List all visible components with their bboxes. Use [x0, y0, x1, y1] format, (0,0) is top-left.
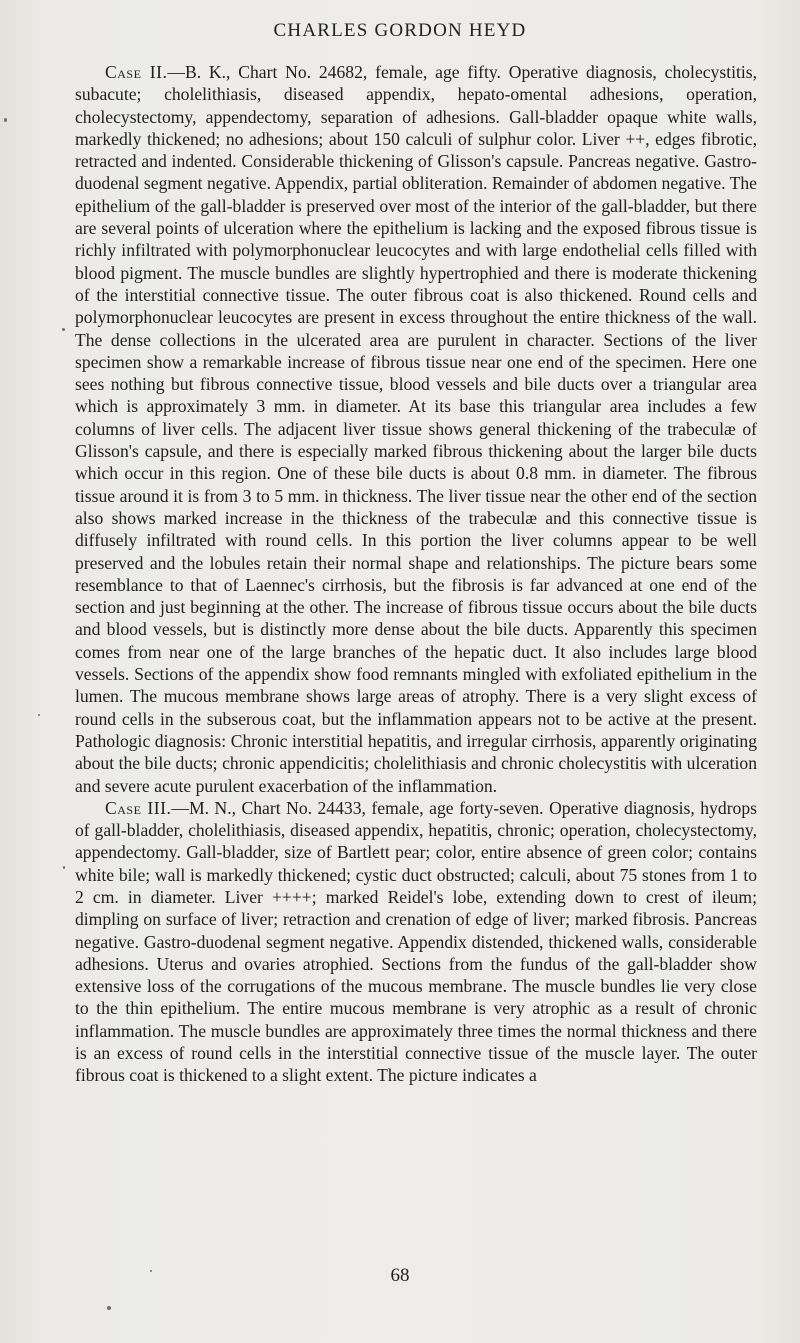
case-three-text: —M. N., Chart No. 24433, female, age forty-seven. Operative diagnosis, hydrops of gall-bladder, cholelithiasis, diseased appendix, hepatitis, chronic; operation, cholecystectomy, appendectomy. Gall-bladder, size of Bartlett pear; color, entire absence of green color; contains white bile; wall is markedly thickened; cystic duct obstructed; calculi, about 75 stones from 1 to 2 cm. in diameter. Liver ++++; marked Reidel's lobe, extending down to crest of ileum; dimpling on surface of liver; retraction and crenation of edge of liver; marked fibrosis. Pancreas negative. Gastro-duodenal segment negative. Appendix distended, thickened walls, considerable adhesions. Uterus and ovaries atrophied. Sections from the fundus of the gall-bladder show extensive loss of the corrugations of the mucous membrane. The muscle bundles lie very close to the thin epithelium. The entire mucous membrane is very atrophic as a result of chronic inflammation. The muscle bundles are approximately three times the normal thickness and there is an excess of round cells in the interstitial connective tissue of the muscle layer. The outer fibrous coat is thickened to a slight extent. The picture indicates a	[75, 797, 757, 1086]
running-head-title: CHARLES GORDON HEYD	[273, 20, 527, 41]
scan-speck	[150, 1270, 152, 1272]
case-three-heading: Case III.	[105, 797, 172, 818]
case-two-text: —B. K., Chart No. 24682, female, age fifty. Operative diagnosis, cholecystitis, subacute; cholelithiasis, diseased appendix, hepato-omental adhesions, operation, cholecystectomy, appendectomy, separation of adhesions. Gall-bladder opaque white walls, markedly thickened; no adhesions; about 150 calculi of sulphur color. Liver ++, edges fibrotic, retracted and indented. Considerable thickening of Glisson's capsule. Pancreas negative. Gastro-duodenal segment negative. Appendix, partial obliteration. Remainder of abdomen negative. The epithelium of the gall-bladder is preserved over most of the interior of the gall-bladder, but there are several points of ulceration where the epithelium is lacking and the exposed fibrous tissue is richly infiltrated with polymorphonuclear leucocytes and with large endothelial cells filled with blood pigment. The muscle bundles are slightly hypertrophied and there is moderate thickening of the interstitial connective tissue. The outer fibrous coat is also thickened. Round cells and polymorphonuclear leucocytes are present in excess throughout the entire thickness of the wall. The dense collections in the ulcerated area are purulent in character. Sections of the liver specimen show a remarkable increase of fibrous tissue near one end of the specimen. Here one sees nothing but fibrous connective tissue, blood vessels and bile ducts over a triangular area which is approximately 3 mm. in diameter. At its base this triangular area includes a few columns of liver cells. The adjacent liver tissue shows general thickening of the trabeculæ of Glisson's capsule, and there is especially marked fibrous thickening about the larger bile ducts which occur in this region. One of these bile ducts is about 0.8 mm. in diameter. The fibrous tissue around it is from 3 to 5 mm. in thickness. The liver tissue near the other end of the section also shows marked increase in the thickness of the trabeculæ and this connective tissue is diffusely infiltrated with round cells. In this portion the liver columns appear to be well preserved and the lobules retain their normal shape and relationships. The picture bears some resemblance to that of Laennec's cirrhosis, but the fibrosis is far advanced at one end of the section and just beginning at the other. The increase of fibrous tissue occurs about the bile ducts and blood vessels, but is distinctly more dense about the bile ducts. Apparently this specimen comes from near one of the large branches of the hepatic duct. It also includes large blood vessels. Sections of the appendix show food remnants mingled with exfoliated epithelium in the lumen. The mucous membrane shows large areas of atrophy. There is a very slight excess of round cells in the subserous coat, but the inflammation appears not to be active at the present. Pathologic diagnosis: Chronic interstitial hepatitis, and irregular cirrhosis, apparently originating about the bile ducts; chronic appendicitis; cholelithiasis and chronic cholecystitis with ulceration and severe acute purulent exacerbation of the inflammation.	[75, 62, 758, 796]
scan-speck	[38, 714, 40, 716]
scan-speck	[107, 1306, 111, 1310]
case-two-paragraph	[75, 61, 757, 797]
case-three-paragraph	[75, 797, 757, 1087]
scan-speck	[63, 866, 65, 869]
page-body	[75, 61, 757, 1087]
scan-speck	[62, 328, 65, 331]
page-number: 68	[390, 1265, 410, 1286]
scan-speck	[4, 118, 7, 122]
case-two-heading: Case II.	[105, 62, 168, 82]
